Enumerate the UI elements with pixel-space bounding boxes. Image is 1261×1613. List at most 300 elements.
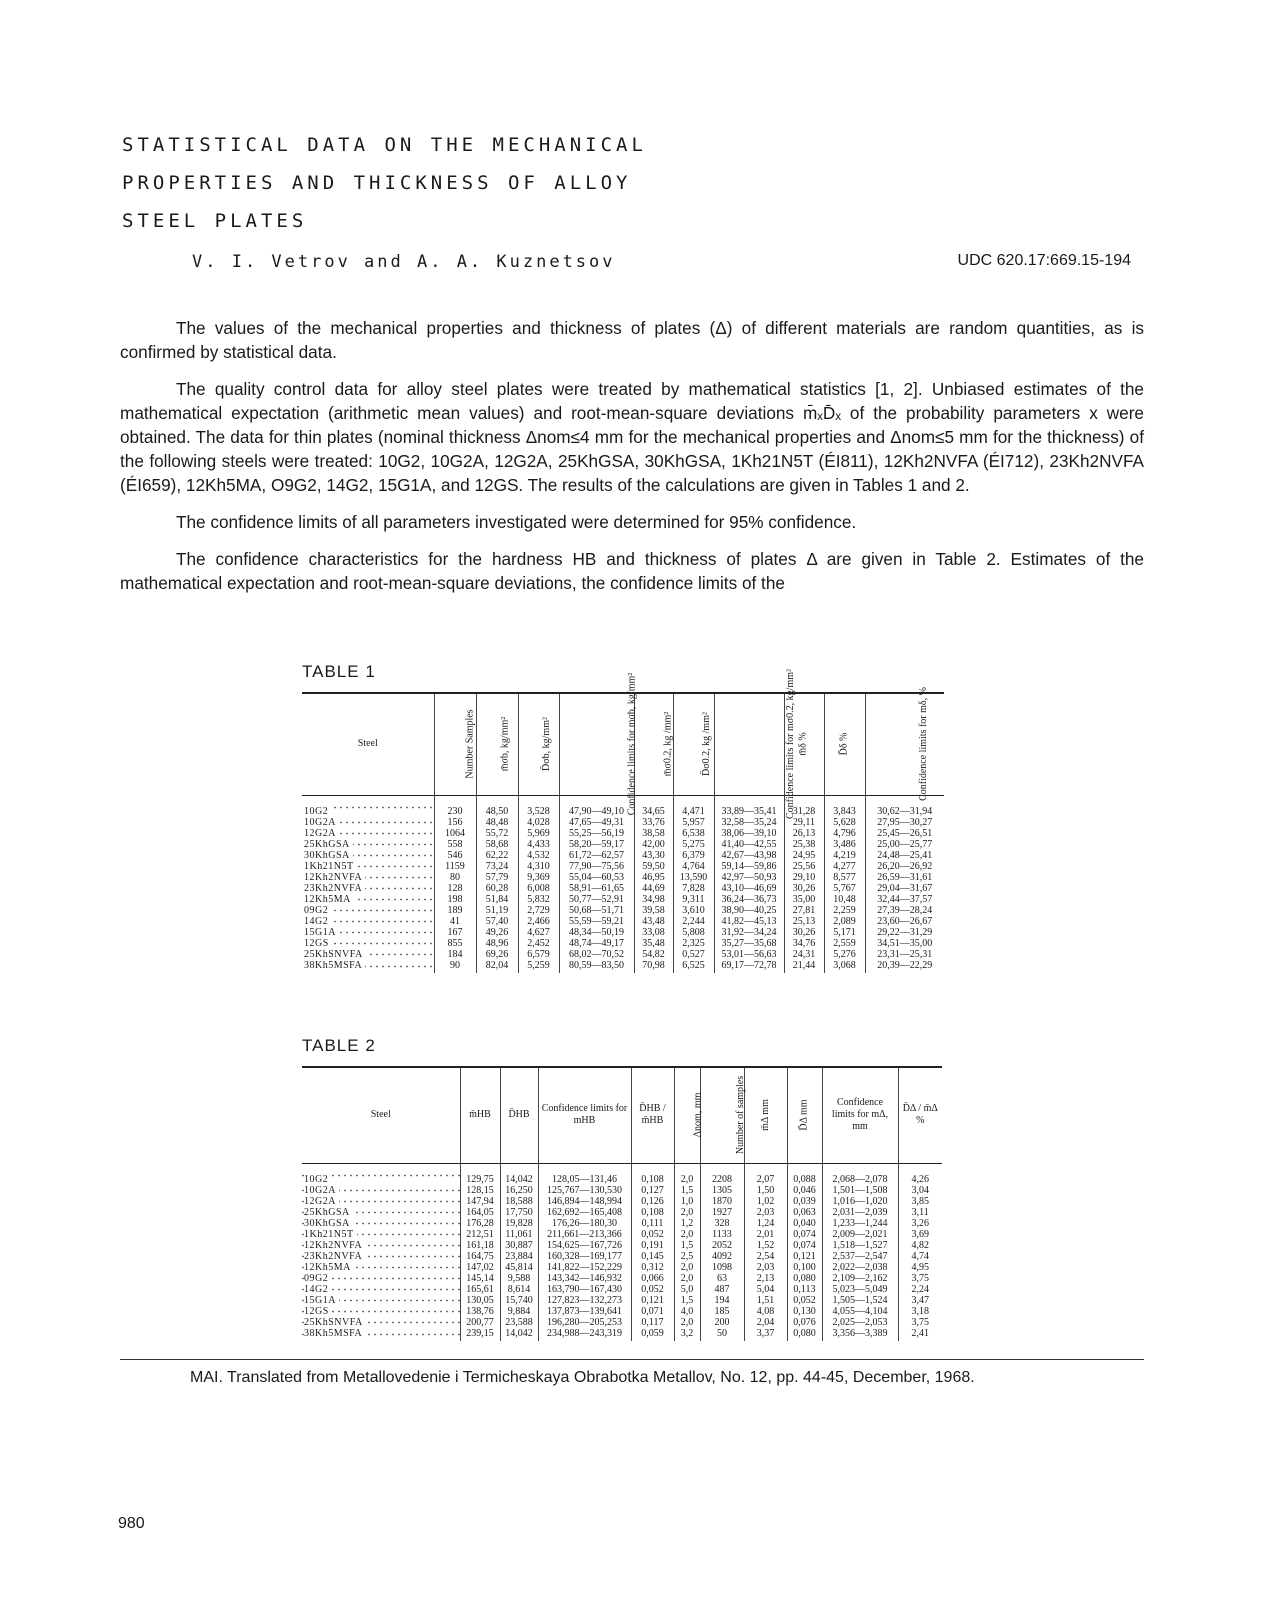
table1-value-cell: 58,20—59,17 (559, 839, 634, 850)
table1-value-cell: 39,58 (634, 905, 673, 916)
table2-value-cell: 127,823—132,273 (538, 1295, 631, 1306)
table1-value-cell: 29,22—31,29 (865, 927, 944, 938)
table2-value-cell: 1,52 (744, 1240, 787, 1251)
table1-row (302, 839, 944, 850)
table1-steel-cell: 25KhSNVFA (302, 949, 434, 960)
table1-value-cell: 21,44 (784, 960, 824, 973)
table2-value-cell: 154,625—167,726 (538, 1240, 631, 1251)
table2-value-cell: 0,052 (787, 1295, 822, 1306)
table1-value-cell: 4,532 (518, 850, 559, 861)
table1-value-cell: 30,62—31,94 (865, 795, 944, 817)
table1-steel-cell: 12GS (302, 938, 434, 949)
table2-row (302, 1185, 942, 1196)
table1-value-cell: 184 (434, 949, 476, 960)
table1-value-cell: 2,466 (518, 916, 559, 927)
table1-value-cell: 2,244 (673, 916, 714, 927)
table2-value-cell: 211,661—213,366 (538, 1229, 631, 1240)
table1-row (302, 872, 944, 883)
table1-header-label: D̄σ0.2, kg /mm² (700, 712, 712, 777)
table2-value-cell: 1,501—1,508 (822, 1185, 898, 1196)
table2-value-cell: 16,250 (500, 1185, 538, 1196)
table1-value-cell: 558 (434, 839, 476, 850)
table2-row (302, 1273, 942, 1284)
table2-value-cell: 5,0 (674, 1284, 700, 1295)
table2-value-cell: 137,873—139,641 (538, 1306, 631, 1317)
table2-value-cell: 14,042 (500, 1328, 538, 1341)
table2-row (302, 1196, 942, 1207)
table2-value-cell: 125,767—130,530 (538, 1185, 631, 1196)
title-line: STATISTICAL DATA ON THE MECHANICAL (122, 134, 647, 156)
table1-value-cell: 46,95 (634, 872, 673, 883)
table1-value-cell: 48,96 (476, 938, 518, 949)
table1-value-cell: 35,27—35,68 (714, 938, 784, 949)
table1-value-cell: 32,44—37,57 (865, 894, 944, 905)
table1-value-cell: 80,59—83,50 (559, 960, 634, 973)
table2-value-cell: 0,121 (787, 1251, 822, 1262)
table1-value-cell: 55,59—59,21 (559, 916, 634, 927)
table1-row (302, 795, 944, 817)
table2-value-cell: 0,074 (787, 1240, 822, 1251)
table1-header-label: Confidence limits for mσ0.2, kg/mm² (784, 669, 796, 820)
table2-value-cell: 4,08 (744, 1306, 787, 1317)
table1-steel-cell: 38Kh5MSFA (302, 960, 434, 973)
table1-value-cell: 57,79 (476, 872, 518, 883)
table1-value-cell: 20,39—22,29 (865, 960, 944, 973)
table2-header-cell (500, 1067, 538, 1163)
table2-value-cell: 0,046 (787, 1185, 822, 1196)
table1-header-label: Confidence limits for mδ, % (917, 687, 929, 802)
table1-header-label: m̄δ % (797, 732, 809, 756)
table1-value-cell: 31,28 (784, 795, 824, 817)
table2-value-cell: 176,28 (460, 1218, 500, 1229)
table2-row (302, 1240, 942, 1251)
table1-value-cell: 68,02—70,52 (559, 949, 634, 960)
table1-value-cell: 4,277 (824, 861, 865, 872)
table1-header-label: m̄σb, kg/mm² (498, 716, 510, 772)
table2-value-cell: 147,02 (460, 1262, 500, 1273)
table1-value-cell: 34,98 (634, 894, 673, 905)
table1-header-cell (824, 693, 865, 795)
table2-value-cell: 0,312 (631, 1262, 674, 1273)
table1-value-cell: 41,40—42,55 (714, 839, 784, 850)
table2-value-cell: 129,75 (460, 1163, 500, 1185)
table1-header-label: m̄σ0.2, kg /mm² (661, 711, 673, 777)
table1-value-cell: 5,957 (673, 817, 714, 828)
table2-value-cell: 128,05—131,46 (538, 1163, 631, 1185)
table1-header-label: Confidence limits for mσb, kg/mm² (625, 672, 637, 816)
table2-header-label: m̄Δ mm (759, 1099, 771, 1132)
table1-value-cell: 3,068 (824, 960, 865, 973)
table2-value-cell: 0,040 (787, 1218, 822, 1229)
table1-value-cell: 23,31—25,31 (865, 949, 944, 960)
table1-value-cell: 34,51—35,00 (865, 938, 944, 949)
table2-value-cell: 162,692—165,408 (538, 1207, 631, 1218)
table2-value-cell: 0,100 (787, 1262, 822, 1273)
table1-header-cell (518, 693, 559, 795)
table2-value-cell: 0,059 (631, 1328, 674, 1341)
table1-value-cell: 2,559 (824, 938, 865, 949)
table2-value-cell: 0,088 (787, 1163, 822, 1185)
table2-steel-cell: 15G1A (302, 1295, 460, 1306)
table1-value-cell: 167 (434, 927, 476, 938)
table1-value-cell: 0,527 (673, 949, 714, 960)
table1-value-cell: 31,92—34,24 (714, 927, 784, 938)
table2-value-cell: 0,108 (631, 1163, 674, 1185)
table2-row (302, 1262, 942, 1273)
table1-value-cell: 34,76 (784, 938, 824, 949)
table2-header-cell (302, 1067, 460, 1163)
table2-value-cell: 3,85 (898, 1196, 942, 1207)
table2-value-cell: 130,05 (460, 1295, 500, 1306)
table2-value-cell: 1,5 (674, 1295, 700, 1306)
table2-value-cell: 0,111 (631, 1218, 674, 1229)
table2-value-cell: 145,14 (460, 1273, 500, 1284)
table2-value-cell: 176,26—180,30 (538, 1218, 631, 1229)
table1-value-cell: 73,24 (476, 861, 518, 872)
table1-value-cell: 32,58—35,24 (714, 817, 784, 828)
table1-steel-cell: 10G2A (302, 817, 434, 828)
table1-value-cell: 4,796 (824, 828, 865, 839)
table1-value-cell: 3,610 (673, 905, 714, 916)
body-text (120, 316, 1144, 608)
table1-value-cell: 24,48—25,41 (865, 850, 944, 861)
table2-value-cell: 3,04 (898, 1185, 942, 1196)
table1-value-cell: 61,72—62,57 (559, 850, 634, 861)
table1-value-cell: 29,11 (784, 817, 824, 828)
table1-value-cell: 42,97—50,93 (714, 872, 784, 883)
table2-value-cell: 212,51 (460, 1229, 500, 1240)
table2-value-cell: 1,505—1,524 (822, 1295, 898, 1306)
table2-value-cell: 2,04 (744, 1317, 787, 1328)
table1-value-cell: 6,008 (518, 883, 559, 894)
table2-value-cell: 1,2 (674, 1218, 700, 1229)
table2-value-cell: 0,039 (787, 1196, 822, 1207)
table2-steel-cell: 12G2A (302, 1196, 460, 1207)
table2-value-cell: 147,94 (460, 1196, 500, 1207)
table1-value-cell: 51,84 (476, 894, 518, 905)
table1-value-cell: 2,089 (824, 916, 865, 927)
table2-value-cell: 2,54 (744, 1251, 787, 1262)
table1-value-cell: 4,433 (518, 839, 559, 850)
table1-value-cell: 6,379 (673, 850, 714, 861)
table2-value-cell: 9,588 (500, 1273, 538, 1284)
table1-value-cell: 27,95—30,27 (865, 817, 944, 828)
table2-header-label: D̄HB / m̄HB (639, 1103, 666, 1127)
table2-value-cell: 2,0 (674, 1163, 700, 1185)
paragraph: The confidence characteristics for the hardness HB and thickness of plates Δ are given in Table 2. Estimates of the mathematical expectation and root-mean-square deviations, the confidence limits of the (120, 549, 1144, 593)
table1-value-cell: 47,90—49,10 (559, 795, 634, 817)
table1-row (302, 927, 944, 938)
table2-value-cell: 0,076 (787, 1317, 822, 1328)
table2-value-cell: 0,063 (787, 1207, 822, 1218)
table2-value-cell: 0,145 (631, 1251, 674, 1262)
table2-value-cell: 160,328—169,177 (538, 1251, 631, 1262)
table2-value-cell: 0,113 (787, 1284, 822, 1295)
table2-value-cell: 50 (700, 1328, 744, 1341)
table1-value-cell: 2,259 (824, 905, 865, 916)
table2-value-cell: 234,988—243,319 (538, 1328, 631, 1341)
table2-value-cell: 2,0 (674, 1207, 700, 1218)
table1-header-cell (673, 693, 714, 795)
table2-header-cell (631, 1067, 674, 1163)
table2-header-cell (787, 1067, 822, 1163)
table2-value-cell: 2,109—2,162 (822, 1273, 898, 1284)
table1-value-cell: 26,13 (784, 828, 824, 839)
table1-value-cell: 77,90—75,56 (559, 861, 634, 872)
table2-header-label: Δnom, mm (691, 1092, 703, 1138)
table2-value-cell: 1,016—1,020 (822, 1196, 898, 1207)
table2-value-cell: 9,884 (500, 1306, 538, 1317)
footnote-rule (120, 1359, 1144, 1360)
table1-value-cell: 48,50 (476, 795, 518, 817)
table2-value-cell: 2,0 (674, 1317, 700, 1328)
table1-value-cell: 58,91—61,65 (559, 883, 634, 894)
table1-value-cell: 33,89—35,41 (714, 795, 784, 817)
table1-value-cell: 26,20—26,92 (865, 861, 944, 872)
table2-value-cell: 30,887 (500, 1240, 538, 1251)
table1-value-cell: 4,627 (518, 927, 559, 938)
table1-value-cell: 50,77—52,91 (559, 894, 634, 905)
table2-value-cell: 2,031—2,039 (822, 1207, 898, 1218)
table1-value-cell: 3,528 (518, 795, 559, 817)
table1-value-cell: 6,538 (673, 828, 714, 839)
table2-value-cell: 1927 (700, 1207, 744, 1218)
table2-value-cell: 3,356—3,389 (822, 1328, 898, 1341)
table1-value-cell: 29,04—31,67 (865, 883, 944, 894)
table2-value-cell: 165,61 (460, 1284, 500, 1295)
table1-value-cell: 5,628 (824, 817, 865, 828)
table2-value-cell: 4,74 (898, 1251, 942, 1262)
table1-header-cell (434, 693, 476, 795)
table1-value-cell: 41 (434, 916, 476, 927)
table1-value-cell: 5,767 (824, 883, 865, 894)
table2-value-cell: 2,009—2,021 (822, 1229, 898, 1240)
table2-value-cell: 200,77 (460, 1317, 500, 1328)
table1-value-cell: 69,17—72,78 (714, 960, 784, 973)
table1-value-cell: 58,68 (476, 839, 518, 850)
table2-value-cell: 2,13 (744, 1273, 787, 1284)
table2-row (302, 1295, 942, 1306)
table1-value-cell: 198 (434, 894, 476, 905)
table2-value-cell: 0,066 (631, 1273, 674, 1284)
page-number: 980 (118, 1515, 145, 1532)
table2-header-cell (898, 1067, 942, 1163)
table2-value-cell: 1,24 (744, 1218, 787, 1229)
table1-value-cell: 24,95 (784, 850, 824, 861)
table2-value-cell: 8,614 (500, 1284, 538, 1295)
table1-value-cell: 42,00 (634, 839, 673, 850)
table2-steel-cell: 30KhGSA (302, 1218, 460, 1229)
table1-header-cell (634, 693, 673, 795)
table2-value-cell: 1,02 (744, 1196, 787, 1207)
table1-value-cell: 3,843 (824, 795, 865, 817)
table2-value-cell: 3,2 (674, 1328, 700, 1341)
table1-value-cell: 25,00—25,77 (865, 839, 944, 850)
table2-steel-cell: 25KhSNVFA (302, 1317, 460, 1328)
table2-steel-cell: 09G2 (302, 1273, 460, 1284)
table1-value-cell: 62,22 (476, 850, 518, 861)
table2-value-cell: 5,04 (744, 1284, 787, 1295)
table2-value-cell: 18,588 (500, 1196, 538, 1207)
table2-value-cell: 146,894—148,994 (538, 1196, 631, 1207)
table2-value-cell: 11,061 (500, 1229, 538, 1240)
table1-value-cell: 55,25—56,19 (559, 828, 634, 839)
table1-value-cell: 4,471 (673, 795, 714, 817)
table2-value-cell: 0,052 (631, 1229, 674, 1240)
table1-value-cell: 546 (434, 850, 476, 861)
table2-value-cell: 0,117 (631, 1317, 674, 1328)
table1-value-cell: 4,028 (518, 817, 559, 828)
table2-value-cell: 143,342—146,932 (538, 1273, 631, 1284)
paragraph: The confidence limits of all parameters investigated were determined for 95% confidence. (176, 512, 857, 532)
table1-value-cell: 80 (434, 872, 476, 883)
table1-value-cell: 6,525 (673, 960, 714, 973)
table1-value-cell: 2,729 (518, 905, 559, 916)
table2-value-cell: 1,518—1,527 (822, 1240, 898, 1251)
table2-value-cell: 2,07 (744, 1163, 787, 1185)
table2-value-cell: 14,042 (500, 1163, 538, 1185)
table1-value-cell: 8,577 (824, 872, 865, 883)
table1-value-cell: 189 (434, 905, 476, 916)
table2-value-cell: 487 (700, 1284, 744, 1295)
table2-header-cell (822, 1067, 898, 1163)
table1-value-cell: 23,60—26,67 (865, 916, 944, 927)
table2-value-cell: 45,814 (500, 1262, 538, 1273)
table1-steel-cell: 1Kh21N5T (302, 861, 434, 872)
table2-header-cell (700, 1067, 744, 1163)
table1-header-cell (476, 693, 518, 795)
table1-value-cell: 82,04 (476, 960, 518, 973)
table1-value-cell: 25,38 (784, 839, 824, 850)
table2-steel-cell: 12Kh2NVFA (302, 1240, 460, 1251)
table2-steel-cell: 1Kh21N5T (302, 1229, 460, 1240)
table1-steel-cell: 10G2 (302, 795, 434, 817)
table2-value-cell: 141,822—152,229 (538, 1262, 631, 1273)
table1-value-cell: 51,19 (476, 905, 518, 916)
table2-value-cell: 2052 (700, 1240, 744, 1251)
table2-value-cell: 0,071 (631, 1306, 674, 1317)
table1-value-cell: 70,98 (634, 960, 673, 973)
table2-value-cell: 185 (700, 1306, 744, 1317)
table2-steel-cell: 38Kh5MSFA (302, 1328, 460, 1341)
table2-value-cell: 1098 (700, 1262, 744, 1273)
table2-value-cell: 2,022—2,038 (822, 1262, 898, 1273)
table2-steel-cell: 10G2 (302, 1163, 460, 1185)
table1-row (302, 850, 944, 861)
table2-value-cell: 0,130 (787, 1306, 822, 1317)
table2-row (302, 1229, 942, 1240)
table2-value-cell: 5,023—5,049 (822, 1284, 898, 1295)
table2-header-cell (674, 1067, 703, 1163)
table1-value-cell: 5,259 (518, 960, 559, 973)
table1-value-cell: 26,59—31,61 (865, 872, 944, 883)
table1-value-cell: 25,45—26,51 (865, 828, 944, 839)
table2-value-cell: 2,5 (674, 1251, 700, 1262)
table1-value-cell: 1064 (434, 828, 476, 839)
table2-value-cell: 3,75 (898, 1273, 942, 1284)
table1-row (302, 916, 944, 927)
table2-header-label: Confidence limits for mΔ, mm (831, 1097, 889, 1133)
table2-value-cell: 2,03 (744, 1207, 787, 1218)
table1-value-cell: 48,74—49,17 (559, 938, 634, 949)
table1-value-cell: 3,486 (824, 839, 865, 850)
table1-value-cell: 48,48 (476, 817, 518, 828)
table1-steel-cell: 14G2 (302, 916, 434, 927)
table1-row (302, 938, 944, 949)
table2-value-cell: 4,0 (674, 1306, 700, 1317)
table2-steel-cell: 23Kh2NVFA (302, 1251, 460, 1262)
table1-value-cell: 1159 (434, 861, 476, 872)
table2-header-cell (538, 1067, 631, 1163)
table2-steel-cell: 10G2A (302, 1185, 460, 1196)
table1-header-label: Steel (357, 738, 378, 750)
table2-value-cell: 1,5 (674, 1185, 700, 1196)
table1-value-cell: 10,48 (824, 894, 865, 905)
table1-value-cell: 5,808 (673, 927, 714, 938)
table2-row (302, 1306, 942, 1317)
table1-value-cell: 50,68—51,71 (559, 905, 634, 916)
table2-value-cell: 0,108 (631, 1207, 674, 1218)
table2-header-label: Confidence limits for mHB (541, 1103, 628, 1127)
table2-value-cell: 4092 (700, 1251, 744, 1262)
table2-value-cell: 1870 (700, 1196, 744, 1207)
table1-value-cell: 48,34—50,19 (559, 927, 634, 938)
table1-value-cell: 60,28 (476, 883, 518, 894)
table2-row (302, 1163, 942, 1185)
table1-value-cell: 4,310 (518, 861, 559, 872)
table2-value-cell: 200 (700, 1317, 744, 1328)
table1-steel-cell: 12G2A (302, 828, 434, 839)
table2-value-cell: 0,191 (631, 1240, 674, 1251)
table2-value-cell: 163,790—167,430 (538, 1284, 631, 1295)
table1-value-cell: 42,67—43,98 (714, 850, 784, 861)
table1-value-cell: 5,969 (518, 828, 559, 839)
table1-value-cell: 38,06—39,10 (714, 828, 784, 839)
table1-value-cell: 6,579 (518, 949, 559, 960)
table2-value-cell: 1,5 (674, 1240, 700, 1251)
table1-value-cell: 43,10—46,69 (714, 883, 784, 894)
table2-row (302, 1251, 942, 1262)
table1-value-cell: 59,14—59,86 (714, 861, 784, 872)
table2-value-cell: 3,26 (898, 1218, 942, 1229)
table1-header-label: Number Samples (464, 709, 476, 779)
footnote (120, 1366, 1144, 1390)
table2-value-cell: 4,055—4,104 (822, 1306, 898, 1317)
table2-value-cell: 239,15 (460, 1328, 500, 1341)
table1-caption: TABLE 1 (302, 662, 376, 681)
table1-steel-cell: 12Kh2NVFA (302, 872, 434, 883)
table2-value-cell: 328 (700, 1218, 744, 1229)
table1-value-cell: 4,764 (673, 861, 714, 872)
table2-steel-cell: 14G2 (302, 1284, 460, 1295)
table1-value-cell: 53,01—56,63 (714, 949, 784, 960)
table1-value-cell: 27,39—28,24 (865, 905, 944, 916)
table2-value-cell: 194 (700, 1295, 744, 1306)
table2-value-cell: 0,052 (631, 1284, 674, 1295)
table1-value-cell: 49,26 (476, 927, 518, 938)
article-title (122, 126, 647, 240)
table1-header-cell (302, 693, 434, 795)
table2-value-cell: 0,127 (631, 1185, 674, 1196)
table2-header-cell (460, 1067, 500, 1163)
table1-value-cell: 36,24—36,73 (714, 894, 784, 905)
table1-value-cell: 33,76 (634, 817, 673, 828)
paragraph: The values of the mechanical properties and thickness of plates (Δ) of different materials are random quantities, as is confirmed by statistical data. (120, 318, 1144, 362)
table2-value-cell: 2,537—2,547 (822, 1251, 898, 1262)
table1-value-cell: 55,72 (476, 828, 518, 839)
table2-value-cell: 2208 (700, 1163, 744, 1185)
table2-value-cell: 23,588 (500, 1317, 538, 1328)
